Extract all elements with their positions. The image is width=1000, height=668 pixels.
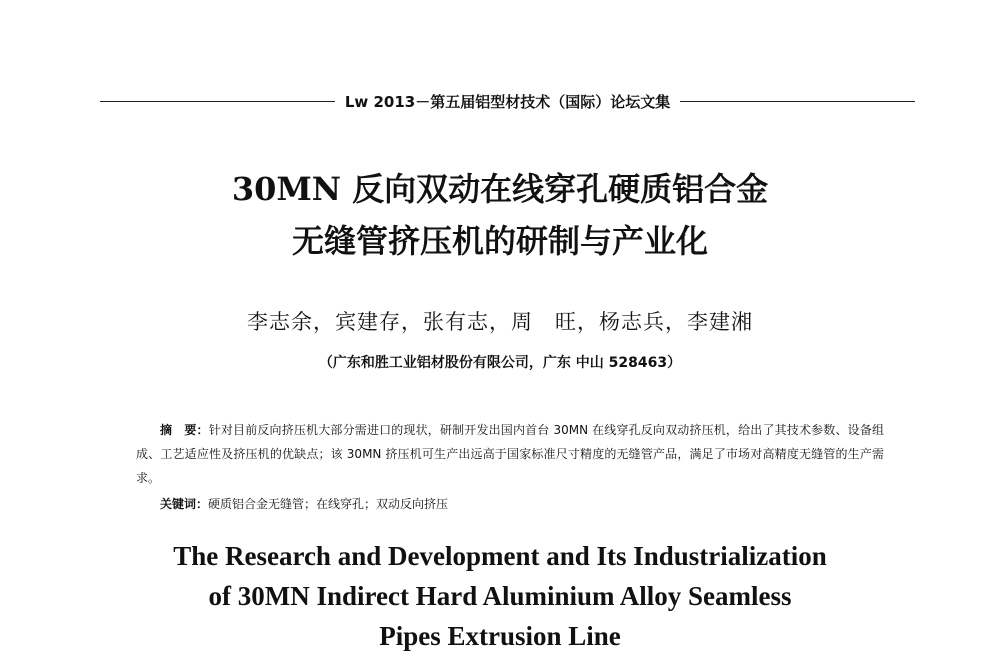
authors: 李志余，宾建存，张有志，周 旺，杨志兵，李建湘 bbox=[247, 310, 753, 334]
title-en-line-3: Pipes Extrusion Line bbox=[379, 621, 621, 651]
running-header-text: Lw 2013－第五届铝型材技术（国际）论坛文集 bbox=[344, 92, 671, 111]
title-en-line-1: The Research and Development and Its Industrialization bbox=[173, 541, 827, 571]
title-zh-line-1: 30MN 反向双动在线穿孔硬质铝合金 bbox=[231, 170, 769, 208]
abstract-text: 针对目前反向挤压机大部分需进口的现状，研制开发出国内首台 30MN 在线穿孔反向双动挤压机，给出了其技术参数、设备组成、工艺适应性及挤压机的优缺点；该 30MN 挤压机可生产出远高于国家标准尺寸精度的无缝管产品，满足了市场对高精度无缝管的生产需求。 bbox=[136, 423, 884, 485]
title-en-line-2: of 30MN Indirect Hard Aluminium Alloy Seamless bbox=[208, 581, 792, 611]
header-rule-left bbox=[100, 101, 335, 102]
keywords-text: 硬质铝合金无缝管；在线穿孔；双动反向挤压 bbox=[208, 497, 449, 511]
title-zh-line-2: 无缝管挤压机的研制与产业化 bbox=[291, 222, 708, 260]
abstract-label: 摘 要： bbox=[160, 423, 209, 437]
affiliation: （广东和胜工业铝材股份有限公司，广东 中山 528463） bbox=[318, 355, 682, 371]
keywords bbox=[160, 492, 880, 516]
keywords-label: 关键词： bbox=[160, 497, 209, 511]
header-rule-right bbox=[680, 101, 915, 102]
running-header bbox=[100, 88, 915, 114]
abstract bbox=[136, 418, 884, 490]
